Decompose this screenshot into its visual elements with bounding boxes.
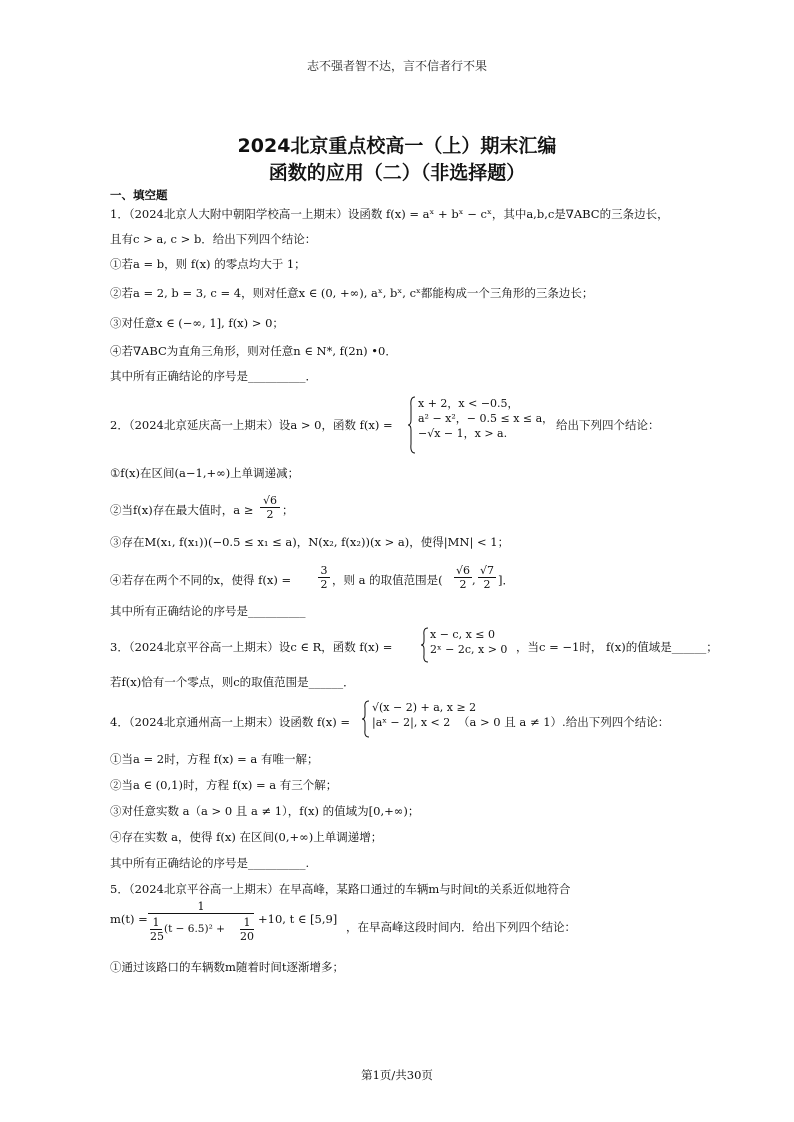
q2-option-2-text: ②当f(x)存在最大值时，a ≥ [110, 503, 254, 517]
q2-option-4-numerator: 3 [318, 564, 330, 578]
page-footer: 第1页/共30页 [361, 1068, 433, 1082]
q2-option-3: ③存在M(x₁, f(x₁))(−0.5 ≤ x₁ ≤ a)，N(x₂, f(x₂))(x > a)，使得|MN| < 1； [110, 535, 510, 549]
q3-case-1: x − c, x ≤ 0 [430, 628, 495, 641]
header-motto: 志不强者智不达，言不信者行不果 [306, 59, 487, 73]
q1-stem: 1．（2024北京人大附中朝阳学校高一上期末）设函数 f(x) = aˣ + bˣ − cˣ，其中a,b,c是∇ABC的三条边长， [110, 207, 669, 221]
q5-frac-a-num: 1 [150, 916, 162, 930]
q1-answer-prompt: 其中所有正确结论的序号是__________． [110, 369, 317, 383]
q4-brace [362, 700, 370, 738]
q5-formula-lhs: m(t) = [110, 912, 148, 926]
q4-stem-suffix: （a > 0 且 a ≠ 1）.给出下列四个结论： [458, 715, 670, 729]
q5-frac-b-den: 20 [240, 930, 254, 943]
q2-option-4-range-high [478, 564, 496, 591]
q4-case-2: |aˣ − 2|, x < 2 [372, 716, 451, 729]
page-title-line1: 2024北京重点校高一（上）期末汇编 [237, 135, 557, 157]
q1-condition: 且有c > a, c > b．给出下列四个结论： [110, 232, 317, 246]
q3-stem-suffix: ，当c = −1时， f(x)的值域是______； [516, 640, 718, 654]
q3-case-2: 2ˣ − 2c, x > 0 [430, 643, 508, 656]
q2-option-4-range-high-num: √7 [479, 564, 494, 577]
section-heading: 一、填空题 [110, 188, 168, 202]
q5-option-1: ①通过该路口的车辆数m随着时间t逐渐增多； [110, 960, 345, 974]
q2-option-4-end: ]． [498, 573, 514, 587]
q3-piecewise [430, 627, 507, 657]
q2-option-2 [110, 503, 253, 517]
q2-option-4-range-low-num: √6 [455, 564, 470, 577]
q5-denominator-middle: (t − 6.5)² + [164, 923, 225, 935]
q1-option-2: ②若a = 2, b = 3, c = 4，则对任意x ∈ (0, +∞), aˣ, bˣ, cˣ都能构成一个三角形的三条边长； [110, 286, 594, 300]
q2-option-4-denominator: 2 [320, 578, 328, 591]
q3-second-blank: 若f(x)恰有一个零点，则c的取值范围是______． [110, 675, 355, 689]
q5-formula-rhs: +10, t ∈ [5,9] [258, 912, 338, 926]
q2-option-4-range-low-den: 2 [459, 578, 467, 591]
q5-formula-numerator: 1 [148, 900, 254, 914]
q2-case-3: −√x − 1，x > a. [418, 427, 508, 440]
q2-option-4-text: ④若存在两个不同的x，使得 f(x) = [110, 573, 292, 587]
q4-option-4: ④存在实数 a，使得 f(x) 在区间(0,+∞)上单调递增； [110, 830, 383, 844]
q2-brace [408, 396, 416, 454]
q2-piecewise [418, 396, 553, 441]
q1-option-1: ①若a = b，则 f(x) 的零点均大于 1； [110, 257, 306, 271]
q5-denominator-frac-b [240, 916, 254, 943]
q5-stem: 5．（2024北京平谷高一上期末）在早高峰，某路口通过的车辆m与时间t的关系近似地符合 [110, 882, 571, 896]
q4-option-3: ③对任意实数 a（a > 0 且 a ≠ 1），f(x) 的值域为[0,+∞)； [110, 804, 420, 818]
q5-frac-b-num: 1 [240, 916, 254, 930]
q4-option-1: ①当a = 2时，方程 f(x) = a 有唯一解； [110, 752, 319, 766]
q5-frac-a-den: 25 [150, 930, 164, 943]
q2-option-1: ①f(x)在区间(a−1,+∞)上单调递减； [110, 466, 300, 480]
q3-brace [421, 627, 429, 663]
q1-option-3: ③对任意x ∈ (−∞, 1], f(x) > 0； [110, 316, 284, 330]
q4-case-1: √(x − 2) + a, x ≥ 2 [372, 701, 477, 714]
q1-option-4: ④若∇ABC为直角三角形，则对任意n ∈ N*, f(2n) •0． [110, 344, 397, 358]
q2-option-2-end: ； [282, 503, 294, 517]
q2-option-2-numerator: √6 [260, 494, 280, 508]
q2-option-4-range-low [454, 564, 472, 591]
page-title-line2: 函数的应用（二）（非选择题） [268, 162, 526, 184]
q2-case-2: a² − x²，− 0.5 ≤ x ≤ a， [418, 412, 554, 425]
q2-option-4-range-high-den: 2 [483, 578, 491, 591]
q2-stem: 2．（2024北京延庆高一上期末）设a > 0，函数 f(x) = [110, 418, 393, 432]
q5-stem-suffix: ，在早高峰这段时间内．给出下列四个结论： [346, 920, 576, 934]
q2-stem-suffix: 给出下列四个结论： [556, 418, 660, 432]
q4-option-2: ②当a ∈ (0,1)时，方程 f(x) = a 有三个解； [110, 778, 338, 792]
q2-answer-prompt: 其中所有正确结论的序号是__________ [110, 604, 306, 618]
q4-stem: 4．（2024北京通州高一上期末）设函数 f(x) = [110, 715, 350, 729]
q4-answer-prompt: 其中所有正确结论的序号是__________. [110, 856, 310, 870]
q2-option-2-denominator: 2 [266, 508, 274, 521]
q2-case-1: x + 2，x < −0.5， [418, 397, 519, 410]
q5-denominator-frac-a [150, 916, 162, 943]
q2-option-4-mid: ，则 a 的取值范围是( [332, 573, 443, 587]
q2-option-4-comma: , [472, 573, 476, 587]
q2-option-4-fraction [318, 564, 330, 591]
q2-option-2-fraction [260, 494, 280, 521]
q3-stem: 3．（2024北京平谷高一上期末）设c ∈ R，函数 f(x) = [110, 640, 393, 654]
